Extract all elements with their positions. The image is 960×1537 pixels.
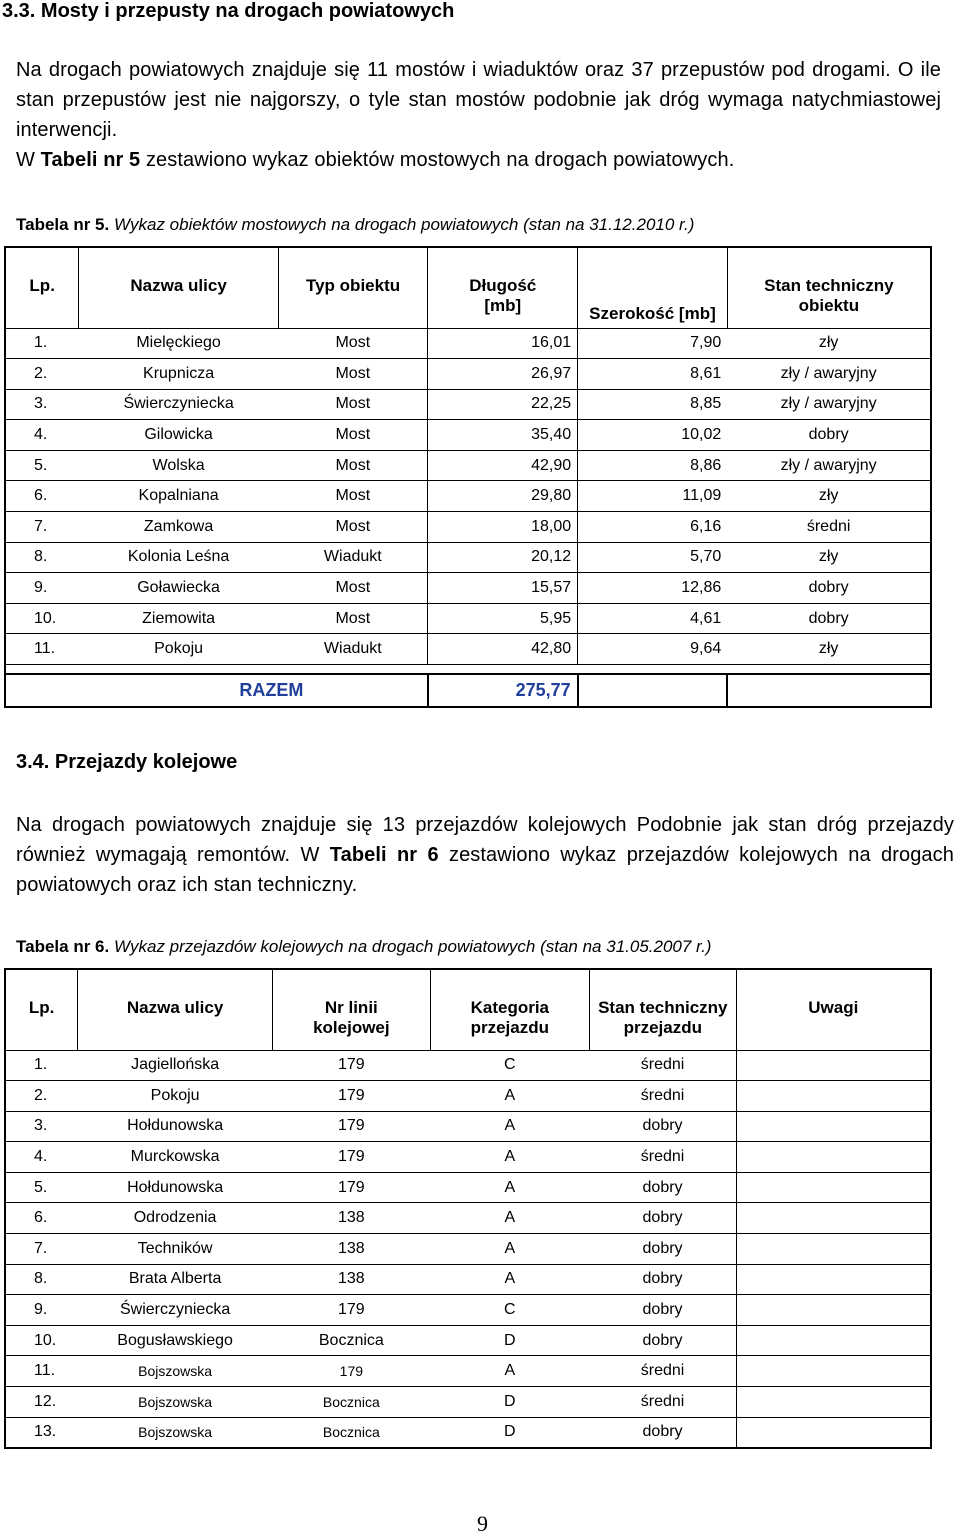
total-length: 275,77 bbox=[428, 674, 578, 707]
row-lp: 1. bbox=[5, 328, 79, 359]
row-crossing-condition: średni bbox=[590, 1387, 737, 1418]
table-row bbox=[5, 634, 931, 665]
row-line-number: 179 bbox=[273, 1111, 431, 1142]
section-3-3-paragraph bbox=[16, 55, 941, 175]
row-street-name: Zamkowa bbox=[79, 512, 278, 543]
row-remarks bbox=[736, 1387, 931, 1418]
section-heading-3-3: 3.3. Mosty i przepusty na drogach powiatowych bbox=[2, 0, 455, 22]
row-remarks bbox=[736, 1356, 931, 1387]
header-lp: Lp. bbox=[5, 969, 78, 1050]
row-line-number: 179 bbox=[273, 1356, 431, 1387]
row-object-type: Most bbox=[278, 389, 427, 420]
paragraph-railway-crossings: Na drogach powiatowych znajduje się 13 przejazdów kolejowych Podobnie jak stan dróg przejazdy również wymagają remontów. W Tabeli nr 6 zestawiono wykaz przejazdów kolejowych na drogach powiatowych oraz ich stan techniczny. bbox=[16, 814, 954, 896]
row-line-number: 138 bbox=[273, 1203, 431, 1234]
paragraph-table5-ref: W Tabeli nr 5 zestawiono wykaz obiektów mostowych na drogach powiatowych. bbox=[16, 149, 735, 171]
row-crossing-category: A bbox=[430, 1081, 589, 1112]
row-condition: zły bbox=[727, 481, 931, 512]
row-street-name: Odrodzenia bbox=[78, 1203, 273, 1234]
row-condition: zły / awaryjny bbox=[727, 359, 931, 390]
total-width-empty bbox=[578, 674, 728, 707]
row-condition: zły / awaryjny bbox=[727, 389, 931, 420]
row-line-number: Bocznica bbox=[273, 1387, 431, 1418]
row-condition: zły bbox=[727, 328, 931, 359]
row-line-number: Bocznica bbox=[273, 1325, 431, 1356]
row-width: 8,61 bbox=[578, 359, 728, 390]
row-lp: 6. bbox=[5, 1203, 78, 1234]
row-length: 22,25 bbox=[428, 389, 578, 420]
row-lp: 2. bbox=[5, 1081, 78, 1112]
row-street-name: Wolska bbox=[79, 450, 278, 481]
section-3-4-paragraph bbox=[16, 810, 954, 900]
row-lp: 9. bbox=[5, 1295, 78, 1326]
table-row bbox=[5, 1356, 931, 1387]
table-row bbox=[5, 1234, 931, 1265]
header-lp: Lp. bbox=[5, 247, 79, 328]
table-row bbox=[5, 328, 931, 359]
row-street-name: Hołdunowska bbox=[78, 1172, 273, 1203]
row-length: 42,90 bbox=[428, 450, 578, 481]
row-lp: 5. bbox=[5, 450, 79, 481]
table-row bbox=[5, 450, 931, 481]
table-row bbox=[5, 1203, 931, 1234]
row-crossing-condition: średni bbox=[590, 1356, 737, 1387]
row-object-type: Most bbox=[278, 359, 427, 390]
row-length: 35,40 bbox=[428, 420, 578, 451]
row-remarks bbox=[736, 1234, 931, 1265]
row-lp: 6. bbox=[5, 481, 79, 512]
row-remarks bbox=[736, 1295, 931, 1326]
row-street-name: Bojszowska bbox=[78, 1387, 273, 1418]
row-street-name: Kolonia Leśna bbox=[79, 542, 278, 573]
header-condition: Stan techniczny obiektu bbox=[727, 247, 931, 328]
row-street-name: Bogusławskiego bbox=[78, 1325, 273, 1356]
row-length: 26,97 bbox=[428, 359, 578, 390]
row-remarks bbox=[736, 1111, 931, 1142]
row-condition: zły / awaryjny bbox=[727, 450, 931, 481]
row-crossing-condition: dobry bbox=[590, 1325, 737, 1356]
row-street-name: Goławiecka bbox=[79, 573, 278, 604]
row-lp: 1. bbox=[5, 1050, 78, 1081]
row-lp: 10. bbox=[5, 603, 79, 634]
row-lp: 4. bbox=[5, 420, 79, 451]
table-row bbox=[5, 1111, 931, 1142]
row-crossing-category: D bbox=[430, 1387, 589, 1418]
row-crossing-condition: średni bbox=[590, 1081, 737, 1112]
row-crossing-category: A bbox=[430, 1172, 589, 1203]
table-row bbox=[5, 359, 931, 390]
table-row bbox=[5, 1081, 931, 1112]
header-length: Długość [mb] bbox=[428, 247, 578, 328]
row-condition: dobry bbox=[727, 603, 931, 634]
row-street-name: Bojszowska bbox=[78, 1356, 273, 1387]
table5-caption: Tabela nr 5. Wykaz obiektów mostowych na drogach powiatowych (stan na 31.12.2010 r.) bbox=[16, 215, 695, 234]
spacer-cell bbox=[5, 665, 931, 674]
row-lp: 7. bbox=[5, 512, 79, 543]
row-street-name: Bojszowska bbox=[78, 1417, 273, 1448]
table-row bbox=[5, 389, 931, 420]
row-street-name: Świerczyniecka bbox=[79, 389, 278, 420]
table-row bbox=[5, 1417, 931, 1448]
row-street-name: Kopalniana bbox=[79, 481, 278, 512]
row-line-number: 138 bbox=[273, 1264, 431, 1295]
row-condition: zły bbox=[727, 542, 931, 573]
row-width: 9,64 bbox=[578, 634, 728, 665]
table-row bbox=[5, 573, 931, 604]
row-remarks bbox=[736, 1172, 931, 1203]
row-crossing-condition: dobry bbox=[590, 1417, 737, 1448]
row-crossing-category: C bbox=[430, 1050, 589, 1081]
table-row bbox=[5, 1325, 931, 1356]
row-object-type: Wiadukt bbox=[278, 542, 427, 573]
row-width: 11,09 bbox=[578, 481, 728, 512]
row-object-type: Wiadukt bbox=[278, 634, 427, 665]
total-label: RAZEM bbox=[5, 674, 428, 707]
row-length: 18,00 bbox=[428, 512, 578, 543]
row-object-type: Most bbox=[278, 328, 427, 359]
table-row bbox=[5, 481, 931, 512]
row-width: 10,02 bbox=[578, 420, 728, 451]
row-line-number: 179 bbox=[273, 1050, 431, 1081]
row-length: 15,57 bbox=[428, 573, 578, 604]
row-crossing-condition: dobry bbox=[590, 1295, 737, 1326]
row-lp: 5. bbox=[5, 1172, 78, 1203]
row-street-name: Ziemowita bbox=[79, 603, 278, 634]
page-number: 9 bbox=[477, 1511, 488, 1536]
row-lp: 9. bbox=[5, 573, 79, 604]
row-crossing-condition: dobry bbox=[590, 1264, 737, 1295]
row-width: 8,85 bbox=[578, 389, 728, 420]
table6-caption: Tabela nr 6. Wykaz przejazdów kolejowych na drogach powiatowych (stan na 31.05.2007 r.) bbox=[16, 937, 712, 956]
table5-spacer-row bbox=[5, 665, 931, 674]
row-object-type: Most bbox=[278, 512, 427, 543]
row-lp: 11. bbox=[5, 1356, 78, 1387]
row-street-name: Krupnicza bbox=[79, 359, 278, 390]
row-crossing-condition: średni bbox=[590, 1142, 737, 1173]
row-object-type: Most bbox=[278, 573, 427, 604]
row-width: 8,86 bbox=[578, 450, 728, 481]
table-railway-crossings bbox=[4, 968, 932, 1449]
row-length: 20,12 bbox=[428, 542, 578, 573]
row-crossing-category: D bbox=[430, 1325, 589, 1356]
row-remarks bbox=[736, 1203, 931, 1234]
row-street-name: Techników bbox=[78, 1234, 273, 1265]
row-crossing-category: A bbox=[430, 1111, 589, 1142]
row-lp: 11. bbox=[5, 634, 79, 665]
row-lp: 12. bbox=[5, 1387, 78, 1418]
row-crossing-category: A bbox=[430, 1264, 589, 1295]
row-remarks bbox=[736, 1142, 931, 1173]
row-condition: średni bbox=[727, 512, 931, 543]
row-width: 7,90 bbox=[578, 328, 728, 359]
row-street-name: Mielęckiego bbox=[79, 328, 278, 359]
table-row bbox=[5, 1172, 931, 1203]
header-crossing-condition: Stan techniczny przejazdu bbox=[590, 969, 737, 1050]
total-condition-empty bbox=[727, 674, 931, 707]
row-street-name: Świerczyniecka bbox=[78, 1295, 273, 1326]
row-street-name: Pokoju bbox=[79, 634, 278, 665]
row-lp: 2. bbox=[5, 359, 79, 390]
row-lp: 8. bbox=[5, 542, 79, 573]
header-object-type: Typ obiektu bbox=[278, 247, 427, 328]
row-street-name: Gilowicka bbox=[79, 420, 278, 451]
row-length: 5,95 bbox=[428, 603, 578, 634]
table-row bbox=[5, 1387, 931, 1418]
row-remarks bbox=[736, 1264, 931, 1295]
header-line-number: Nr linii kolejowej bbox=[273, 969, 431, 1050]
table5-total-row bbox=[5, 674, 931, 707]
header-width: Szerokość [mb] bbox=[578, 247, 728, 328]
row-lp: 13. bbox=[5, 1417, 78, 1448]
row-lp: 4. bbox=[5, 1142, 78, 1173]
row-remarks bbox=[736, 1050, 931, 1081]
row-line-number: 179 bbox=[273, 1172, 431, 1203]
table6-header-row bbox=[5, 969, 931, 1050]
row-crossing-condition: dobry bbox=[590, 1203, 737, 1234]
row-line-number: 179 bbox=[273, 1081, 431, 1112]
row-condition: dobry bbox=[727, 420, 931, 451]
row-crossing-category: C bbox=[430, 1295, 589, 1326]
table-row bbox=[5, 542, 931, 573]
row-condition: dobry bbox=[727, 573, 931, 604]
row-condition: zły bbox=[727, 634, 931, 665]
table-bridges bbox=[4, 246, 932, 708]
row-lp: 3. bbox=[5, 389, 79, 420]
header-crossing-category: Kategoria przejazdu bbox=[430, 969, 589, 1050]
table-row bbox=[5, 1264, 931, 1295]
row-lp: 10. bbox=[5, 1325, 78, 1356]
paragraph-bridges-intro: Na drogach powiatowych znajduje się 11 mostów i wiaduktów oraz 37 przepustów pod drogami. O ile stan przepustów jest nie najgorszy, o tyle stan mostów podobnie jak dróg wymaga natychmiastowej interwencji. bbox=[16, 59, 941, 141]
row-street-name: Hołdunowska bbox=[78, 1111, 273, 1142]
table-row bbox=[5, 1050, 931, 1081]
table-row bbox=[5, 603, 931, 634]
row-line-number: 179 bbox=[273, 1295, 431, 1326]
row-line-number: 138 bbox=[273, 1234, 431, 1265]
row-street-name: Murckowska bbox=[78, 1142, 273, 1173]
row-crossing-category: A bbox=[430, 1356, 589, 1387]
row-width: 5,70 bbox=[578, 542, 728, 573]
row-object-type: Most bbox=[278, 481, 427, 512]
row-width: 4,61 bbox=[578, 603, 728, 634]
header-remarks: Uwagi bbox=[736, 969, 931, 1050]
header-street-name: Nazwa ulicy bbox=[78, 969, 273, 1050]
row-crossing-category: A bbox=[430, 1234, 589, 1265]
row-remarks bbox=[736, 1417, 931, 1448]
row-object-type: Most bbox=[278, 420, 427, 451]
row-crossing-category: A bbox=[430, 1142, 589, 1173]
row-line-number: Bocznica bbox=[273, 1417, 431, 1448]
row-length: 42,80 bbox=[428, 634, 578, 665]
row-lp: 7. bbox=[5, 1234, 78, 1265]
row-width: 6,16 bbox=[578, 512, 728, 543]
row-crossing-condition: dobry bbox=[590, 1111, 737, 1142]
row-lp: 3. bbox=[5, 1111, 78, 1142]
table-row bbox=[5, 1295, 931, 1326]
row-remarks bbox=[736, 1325, 931, 1356]
row-crossing-condition: dobry bbox=[590, 1172, 737, 1203]
row-remarks bbox=[736, 1081, 931, 1112]
table-row bbox=[5, 420, 931, 451]
row-length: 29,80 bbox=[428, 481, 578, 512]
row-lp: 8. bbox=[5, 1264, 78, 1295]
row-street-name: Brata Alberta bbox=[78, 1264, 273, 1295]
row-crossing-category: A bbox=[430, 1203, 589, 1234]
row-street-name: Pokoju bbox=[78, 1081, 273, 1112]
row-crossing-condition: dobry bbox=[590, 1234, 737, 1265]
row-object-type: Most bbox=[278, 603, 427, 634]
header-street-name: Nazwa ulicy bbox=[79, 247, 278, 328]
row-width: 12,86 bbox=[578, 573, 728, 604]
row-street-name: Jagiellońska bbox=[78, 1050, 273, 1081]
table-row bbox=[5, 512, 931, 543]
row-object-type: Most bbox=[278, 450, 427, 481]
row-length: 16,01 bbox=[428, 328, 578, 359]
row-crossing-condition: średni bbox=[590, 1050, 737, 1081]
row-line-number: 179 bbox=[273, 1142, 431, 1173]
table5-header-row bbox=[5, 247, 931, 328]
row-crossing-category: D bbox=[430, 1417, 589, 1448]
section-heading-3-4: 3.4. Przejazdy kolejowe bbox=[16, 751, 238, 773]
table-row bbox=[5, 1142, 931, 1173]
